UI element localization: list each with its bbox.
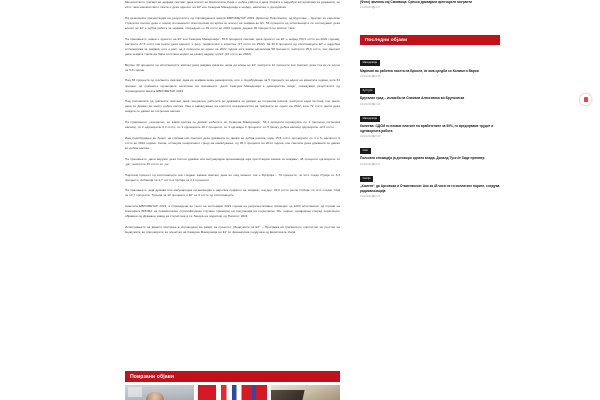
list-item[interactable] — [360, 106, 500, 138]
article-paragraph: На денешната презентација на резултатите од спроведената анкета ЕВРОМЕТАР 2023, Димитар Николовски, од Еуротинк – Центар за европски стратегии посочи дека и покрај зголемениот скептицизам во врска со влезот на земјава во ЕУ, 53 проценти од испитаниците се согласуваат дека влезот во ЕУ е добра работа за земјава, споредено со 49 отсто во 2022 година, додека 30 проценти не мислат така. — [125, 15, 340, 30]
list-item-timestamp: 24/10/2023|13:24 — [360, 194, 381, 198]
article-paragraph: Мнозинството граѓани во земјава сметаат дека влезот во Европската Унија е добра работа и дека Унијата е најдобра алтернатива за државата, но исто така мнозинството смета и дека односот на ЕУ кон Северна Македонија е нефер, навлечен и уценувачки. — [125, 0, 340, 10]
latest-posts-list — [360, 50, 500, 198]
list-item-time: 13:30 — [373, 134, 381, 138]
list-item-time: 13:27 — [373, 162, 381, 166]
list-item-timestamp: 24/10/2023|13:27 — [360, 162, 381, 166]
list-item[interactable] — [360, 166, 500, 198]
article-paragraph: На прашањето „каков е односот на ЕУ кон Северна Македонија“, 55,8 проценти сметаат дека односот на ЕУ е нефер (50,3 отсто во 2022 година), наспроти 27,5 отсто кои рекле дека односот е фер, пријателски и коректен (17 отсто во 2022). За 60,8 проценти од испитаниците ЕУ е најдобра алтернатива за земјава, што е раст од 2 проценти во однос на 2022 година кога ваква одговорија 58 проценти, наспроти 35,6 отсто, кои сметаат дека земјата треба да бара сопствен модел за развој надвор од ЕУ (33 отсто во 2022). — [125, 36, 340, 56]
related-post-card[interactable] — [271, 385, 340, 400]
article-paragraph: Над 56 проценти од граѓаните сметаат дека во земјава нема демократија, што е подобрување за 5 проценти во однос на минатата година, кога 61 процент од граѓаните одговориле негативно на прашањето „дали Северна Македонија е демократска земја“, покажуваат резултатите од спроведената анкета ЕВРОМЕТАР 2023. — [125, 78, 340, 93]
related-thumb-interior — [271, 385, 340, 400]
list-item-date: 24/10/2023 — [360, 134, 374, 138]
list-item-time: 13:43 — [373, 102, 381, 106]
list-item-title: Маричиќ во работна посета на Брисел, ќе има средби со Колман и Варои — [360, 68, 479, 73]
sidebar — [360, 0, 500, 198]
article-paragraph: На прашањето „дали веруват дека постои држава или меѓународна организација која претставува закана за земјава“, 48 проценти одговориле со „да“, наспроти 46 отсто со „не“. — [125, 156, 340, 166]
related-posts-section — [125, 371, 340, 400]
list-item-title: „Комети“ до Арсовска и Стаменкоски: Ако за 48 часа не ги исплатите парите, следува радикализација — [360, 184, 500, 193]
article-paragraph: Над половината од граѓаните сметаат дека генерално, работите во државата се движат во погрешна насока, наспроти една петтина, кои рекле дека се движат во многу добра насока. Ова е намалување на општото незадоволство на граѓаните во однос на 2022, кога 72 отсто рекле дека земјата се движи во погрешна насока. — [125, 99, 340, 114]
sidebar-featured-time: 14:07 — [373, 6, 381, 10]
article-paragraph: На прашањето „генерално, во каква насока се движат работите во Северна Македонија“, 54,4 проценти одговориле со 1 (целосно погрешна насока), со 2 одговориле 8,3 отсто, со 3 одговориле 20,7 проценти, со 4 одговара 3 проценти, со 5 (многу добра насока) одговориле 12,6 отсто. — [125, 120, 340, 130]
list-item-timestamp: 24/10/2023|13:46 — [360, 74, 381, 78]
related-post-card[interactable] — [125, 385, 194, 400]
list-item-timestamp: 24/10/2023|13:43 — [360, 102, 381, 106]
category-tag[interactable]: Македонија — [360, 60, 380, 66]
list-item-title: Бругалин град – изложба на Снежана Алексовска во Бругалиска — [360, 96, 465, 101]
category-tag[interactable]: Македонија — [360, 116, 380, 122]
related-posts-title: Поврзани објави — [130, 373, 175, 380]
sidebar-featured-timestamp: 23/10/2023|14:07 — [360, 6, 381, 10]
list-item-date: 24/10/2023 — [360, 102, 374, 106]
list-item[interactable] — [360, 50, 500, 78]
list-item-title: Полската опозиција ја договори идната влада, Доналд Туск ќе биде премиер — [360, 156, 485, 161]
bell-icon — [584, 97, 588, 102]
category-tag[interactable]: Култура — [360, 88, 375, 94]
list-item[interactable] — [360, 138, 500, 166]
article-paragraph: Најголем процент од испитаниците кои гледаат закана сметаат дека во овој момент тоа е Бугарија – 79 проценти, по што следи Русија со 6,3 проценти, Албанија за 2,7 отсто и Србија за 2,4 проценти. — [125, 172, 340, 182]
list-item-timestamp: 24/10/2023|13:30 — [360, 134, 381, 138]
list-item-title: Калиева: СДСМ ги покачи платите на вработените за 50%, го вреднуваме трудот и одговорната работа — [360, 124, 494, 133]
list-item-time: 13:46 — [373, 74, 381, 78]
article-paragraph: Има подобрување во бројот на граѓани кои сметаат дека државата се движи во добра насока, каде 15,6 отсто одговориле со 4 и 5, наспроти 9 отсто во 2022 година. Сепак, останува генералниот тренд на намалување, од 36,1 проценти во 2014 година, кои сметале дека државата се движи во добра насока. — [125, 135, 340, 151]
article-paragraph: Анкетата ЕВРОМЕТАР 2023, е спроведена во текот на септември 2023 година на репрезентативен примерок од 1003 испитаници, од страна на агенцијата БРИМА на повеќеетапен стратифициран случаен примерок на популација на полнолетни 18+ години, дизајниран според податоците објавени од Државен завод за статистика и се базира на податоци од Пописот 2021. — [125, 204, 340, 219]
list-item-date: 24/10/2023 — [360, 194, 374, 198]
list-item-date: 24/10/2023 — [360, 162, 374, 166]
related-posts-header — [125, 371, 340, 382]
article-paragraph: Вкупно 30 проценти од испитаниците мислат дека земјава никогаш нема да влезе во ЕУ, наспроти 12 проценти кои сметаат дека тоа ќе се случи за 5-9 години. — [125, 62, 340, 72]
latest-posts-header — [360, 35, 500, 45]
sidebar-featured-item[interactable] — [360, 0, 500, 9]
list-item[interactable] — [360, 78, 500, 106]
related-thumb-flags — [198, 385, 267, 400]
notification-float-button[interactable] — [579, 93, 592, 106]
article-paragraph: Испитувањето на јавното мислење е спроведено во рамки на проектот „Медиумите за ЕУ“ – Програма на граѓанското општество за учество на медиумите во преговорите за членство на Северна Македонија во ЕУ со финансиска поддршка од Европската Унија. — [125, 225, 340, 235]
article-body — [125, 0, 340, 360]
category-tag[interactable]: Свет — [360, 148, 371, 154]
related-posts-grid — [125, 385, 340, 400]
sidebar-featured-title: (Фото) അломы кај Смоквица: Српски државјани кренчареле мигранти — [360, 0, 472, 4]
related-post-card[interactable] — [198, 385, 267, 400]
article-paragraph: На прашањето „која држава или меѓународна организација е најголем пријател на земјава“, нај-дел, 39,6 отсто рекле Србија, по што следат САД за 13,7 проценти, Турција за 10 проценти и ЕУ за 9 отсто од испитаниците. — [125, 188, 340, 198]
sidebar-featured-date: 23/10/2023 — [360, 6, 374, 10]
list-item-time: 13:24 — [373, 194, 381, 198]
related-thumb-portrait — [125, 385, 194, 400]
latest-posts-title: Последни објави — [365, 37, 408, 43]
category-tag[interactable]: Скопје — [360, 176, 373, 182]
list-item-date: 24/10/2023 — [360, 74, 374, 78]
